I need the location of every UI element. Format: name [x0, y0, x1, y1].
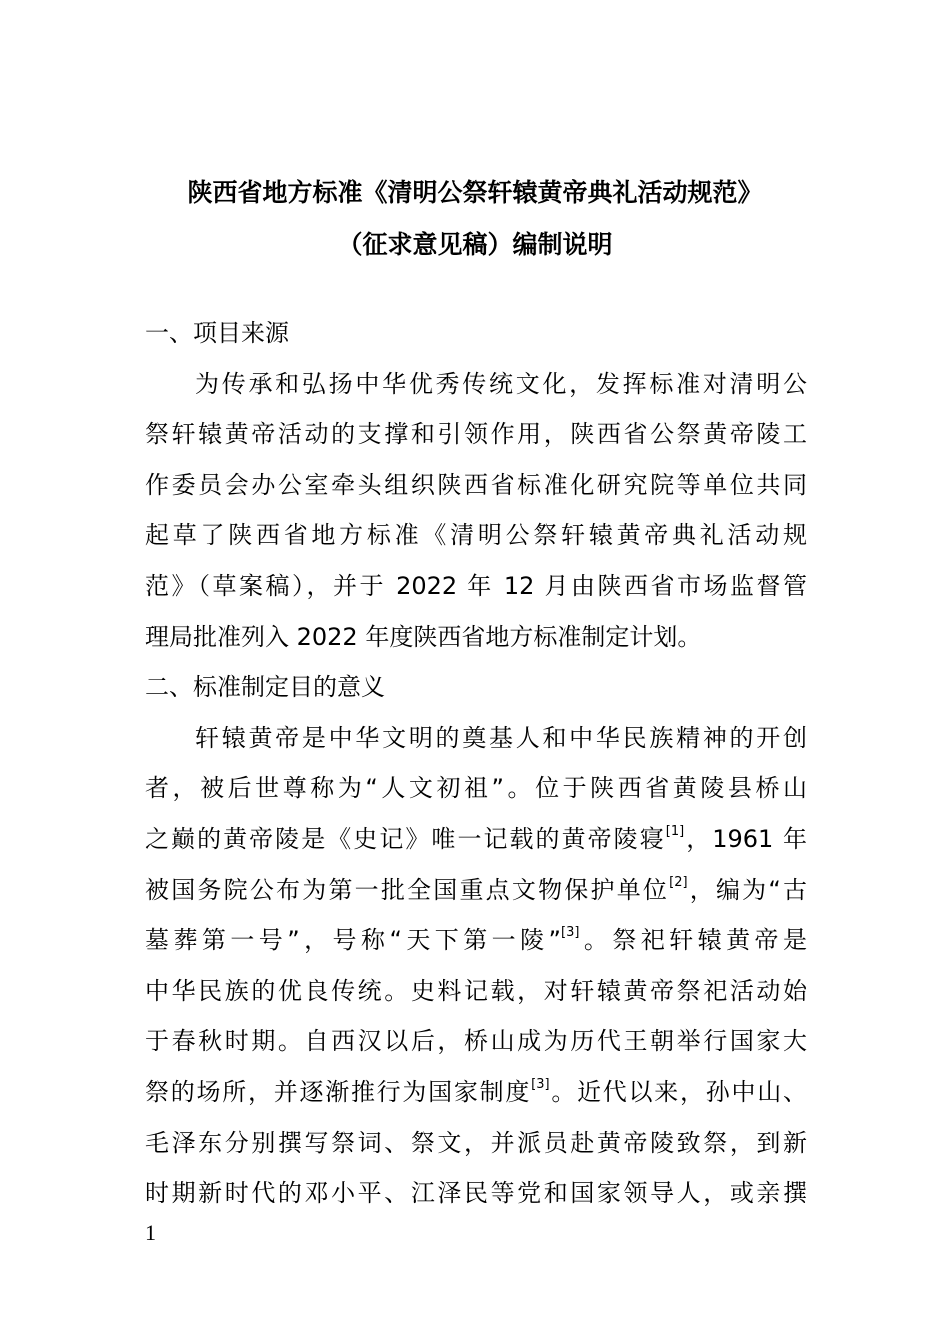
paragraph-line [145, 510, 807, 561]
citation-reference: [3] [561, 925, 580, 941]
document-title-line-2: （征求意见稿）编制说明 [337, 230, 613, 259]
paragraph-line [145, 1016, 807, 1067]
paragraph-line [145, 915, 807, 966]
text-segment: 毛泽东分别撰写祭词、祭文，并派员赴黄帝陵致祭，到新 [145, 1128, 807, 1157]
text-segment: ，编为“古 [687, 875, 808, 904]
section-heading [145, 308, 807, 359]
paragraph-line [145, 865, 807, 916]
text-segment: ，1961 年 [684, 824, 807, 853]
document-title-line-1: 陕西省地方标准《清明公祭轩辕黄帝典礼活动规范》 [187, 178, 763, 207]
citation-reference: [1] [665, 823, 685, 839]
text-segment: 起草了陕西省地方标准《清明公祭轩辕黄帝典礼活动规 [145, 521, 807, 550]
paragraph-line [145, 763, 807, 814]
paragraph-line [145, 409, 807, 460]
text-segment: 被国务院公布为第一批全国重点文物保护单位 [145, 875, 670, 904]
text-segment: 时期新时代的邓小平、江泽民等党和国家领导人，或亲撰 [145, 1179, 807, 1208]
document-body [145, 308, 807, 1219]
text-segment: 祭的场所，并逐渐推行为国家制度 [145, 1077, 532, 1106]
text-segment: 。近代以来，孙中山、 [549, 1077, 808, 1106]
text-segment: 为传承和弘扬中华优秀传统文化，发挥标准对清明公 [195, 369, 807, 398]
citation-reference: [3] [531, 1076, 550, 1092]
paragraph-line [145, 460, 807, 511]
paragraph-line [145, 966, 807, 1017]
paragraph-line [145, 1118, 807, 1169]
text-segment: 一、项目来源 [145, 319, 289, 347]
text-segment: 墓葬第一号”，号称“天下第一陵” [145, 926, 561, 955]
paragraph-line [145, 1067, 807, 1118]
text-segment: 之巅的黄帝陵是《史记》唯一记载的黄帝陵寝 [145, 824, 666, 853]
text-segment: 者，被后世尊称为“人文初祖”。位于陕西省黄陵县桥山 [145, 774, 807, 803]
paragraph-line [145, 814, 807, 865]
page-number: 1 [145, 1220, 156, 1245]
text-segment: 祭轩辕黄帝活动的支撑和引领作用，陕西省公祭黄帝陵工 [145, 420, 807, 449]
text-segment: 中华民族的优良传统。史料记载，对轩辕黄帝祭祀活动始 [145, 976, 807, 1005]
citation-reference: [2] [669, 874, 688, 890]
text-segment: 轩辕黄帝是中华文明的奠基人和中华民族精神的开创 [195, 723, 807, 752]
text-segment: 理局批准列入 2022 年度陕西省地方标准制定计划。 [145, 622, 702, 651]
text-segment: 于春秋时期。自西汉以后，桥山成为历代王朝举行国家大 [145, 1027, 807, 1056]
paragraph-line [145, 359, 807, 410]
text-segment: 二、标准制定目的意义 [145, 673, 385, 702]
section-heading [145, 662, 807, 713]
paragraph-line [145, 713, 807, 764]
text-segment: 范》（草案稿），并于 2022 年 12 月由陕西省市场监督管 [145, 571, 807, 600]
paragraph-line [145, 1168, 807, 1219]
paragraph-line [145, 561, 807, 612]
paragraph-line [145, 612, 807, 663]
text-segment: 作委员会办公室牵头组织陕西省标准化研究院等单位共同 [145, 470, 807, 499]
text-segment: 。祭祀轩辕黄帝是 [579, 926, 807, 955]
